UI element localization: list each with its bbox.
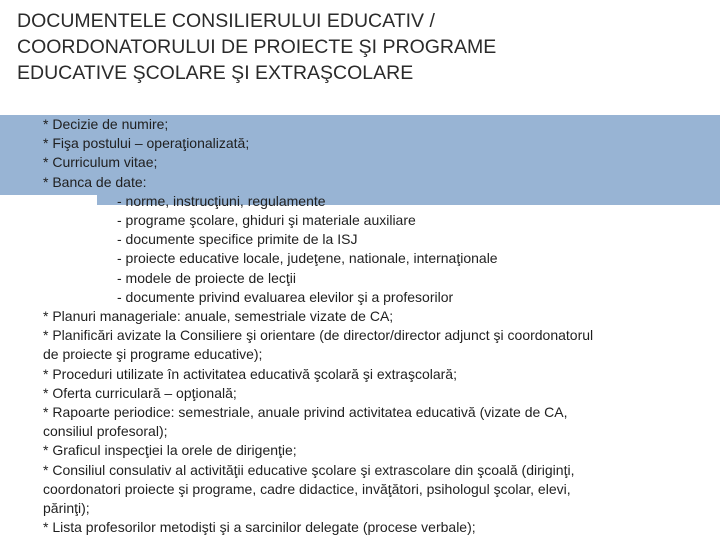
body-line: * Decizie de numire; [43, 116, 169, 132]
slide-body [43, 115, 703, 537]
body-line: * Consiliul consulativ al activităţii educative şcolare şi extrascolare din şcoală (diriginţi, [43, 461, 575, 478]
body-subline: - proiecte educative locale, judeţene, nationale, internaţionale [117, 250, 498, 267]
body-line: coordonatori proiecte şi programe, cadre didactice, invăţători, psihologul şcolar, elevi, [43, 480, 571, 497]
body-subline: - norme, instrucţiuni, regulamente [117, 192, 326, 209]
body-subline: - documente privind evaluarea elevilor şi a profesorilor [117, 288, 454, 305]
body-line: de proiecte şi programe educative); [43, 346, 263, 363]
slide-title [17, 8, 707, 86]
body-line: * Oferta curriculară – opţională; [43, 384, 237, 401]
body-line: * Graficul inspecţiei la orele de dirigenţie; [43, 442, 297, 459]
body-subline: - modele de proiecte de lecţii [117, 269, 296, 286]
title-line-2: COORDONATORULUI DE PROIECTE ŞI PROGRAME [17, 36, 497, 58]
title-line-1: DOCUMENTELE CONSILIERULUI EDUCATIV / [17, 10, 435, 32]
body-line: * Planuri manageriale: anuale, semestriale vizate de CA; [43, 308, 394, 325]
body-line: * Planificări avizate la Consiliere şi orientare (de director/director adjunct şi coordonatorul [43, 327, 594, 344]
body-line: * Rapoarte periodice: semestriale, anuale privind activitatea educativă (vizate de CA, [43, 404, 568, 421]
body-line: * Fişa postului – operaţionalizată; [43, 135, 250, 152]
body-line: * Proceduri utilizate în activitatea educativă şcolară şi extraşcolară; [43, 365, 457, 382]
body-subline: - programe şcolare, ghiduri şi materiale auxiliare [117, 212, 416, 229]
body-line: * Banca de date: [43, 173, 147, 190]
title-line-3: EDUCATIVE ŞCOLARE ŞI EXTRAŞCOLARE [17, 62, 414, 84]
body-line: părinţi); [43, 500, 90, 517]
body-line: consiliul profesoral); [43, 423, 168, 440]
body-line: * Lista profesorilor metodişti şi a sarcinilor delegate (procese verbale); [43, 519, 476, 536]
body-line: * Curriculum vitae; [43, 154, 158, 171]
body-subline: - documente specifice primite de la ISJ [117, 231, 358, 248]
